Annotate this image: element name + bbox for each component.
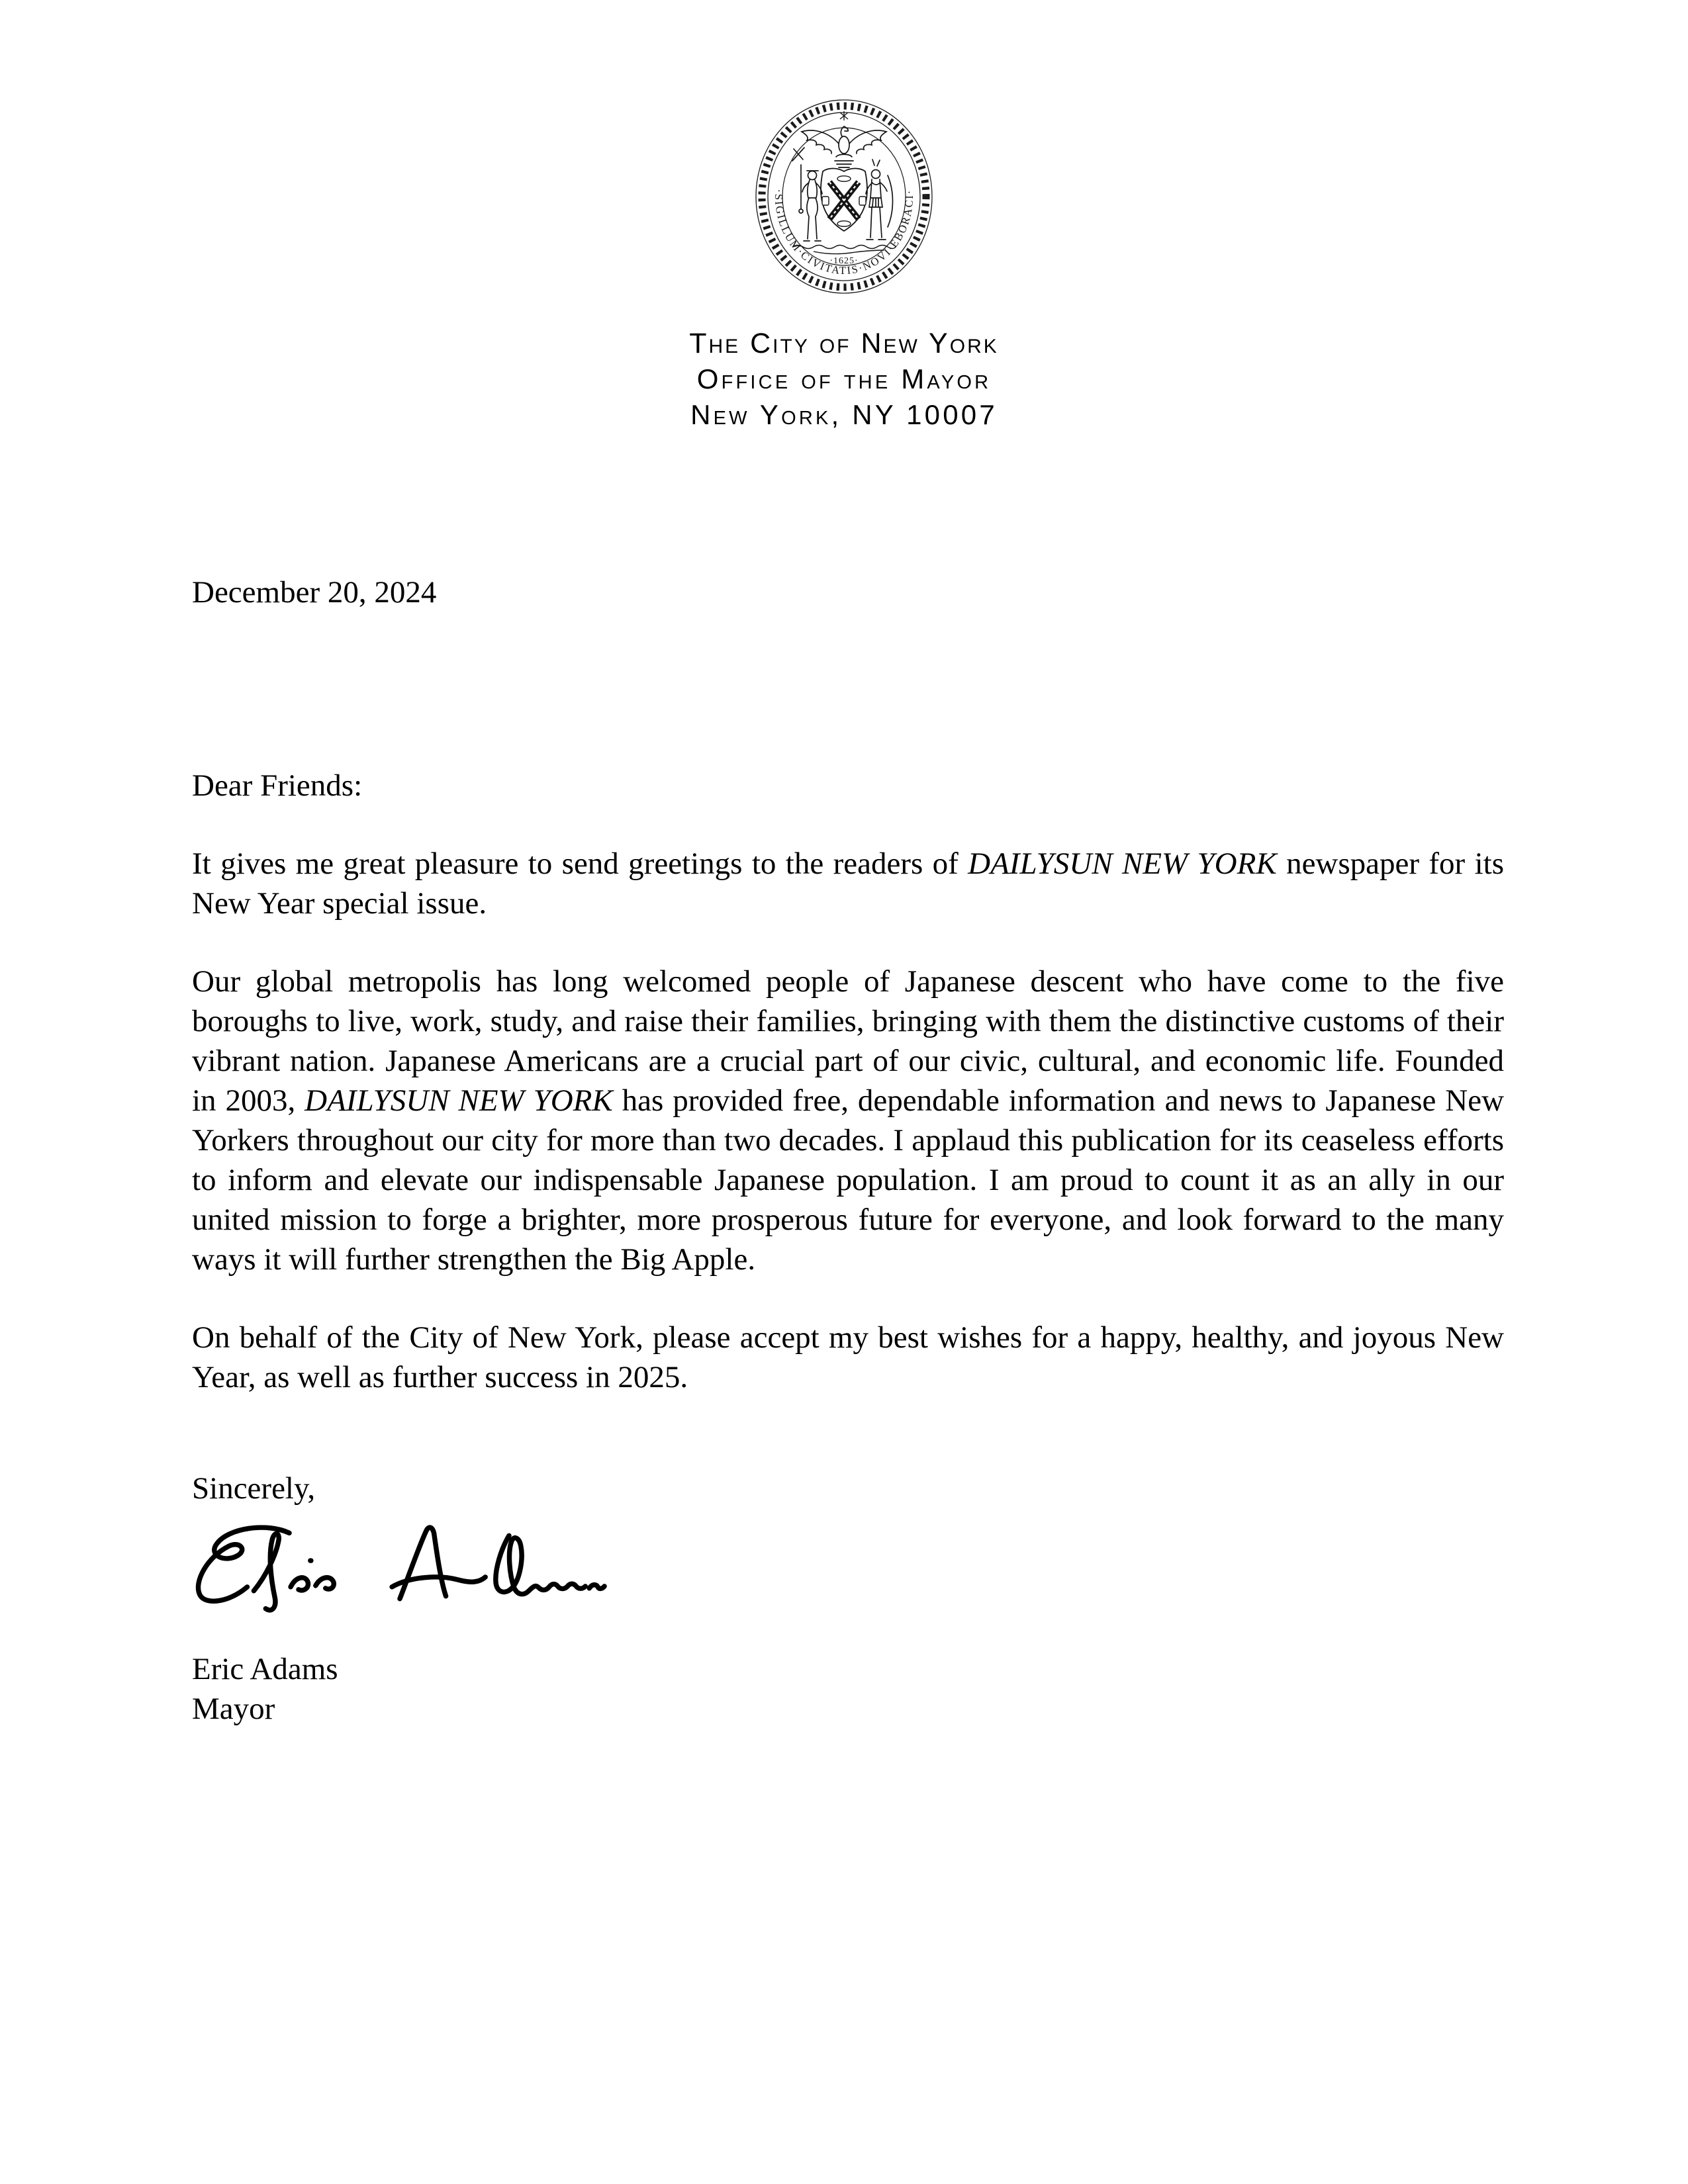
closing: Sincerely, bbox=[192, 1471, 316, 1506]
eric-adams-signature-icon bbox=[191, 1521, 612, 1615]
paragraph-3: On behalf of the City of New York, please accept my best wishes for a happy, healthy, and joyous New Year, as well as further success in 2025. bbox=[192, 1320, 1504, 1394]
letter-body bbox=[192, 766, 1504, 1508]
paragraph-2: Our global metropolis has long welcomed people of Japanese descent who have come to the five boroughs to live, work, study, and raise their families, bringing with them the distinctive customs of their vibrant nation. Japanese Americans are a crucial part of our civic, cultural, and economic life. Founded in 2003, DAILYSUN NEW YORK has provided free, dependable information and news to Japanese New Yorkers throughout our city for more than two decades. I applaud this publication for its ceaseless efforts to inform and elevate our indispensable Japanese population. I am proud to count it as an ally in our united mission to forge a brighter, more prosperous future for everyone, and look forward to the many ways it will further strengthen the Big Apple. bbox=[192, 964, 1505, 1277]
nyc-city-seal bbox=[754, 99, 934, 295]
letterhead-address: New York, NY 10007 bbox=[690, 399, 998, 430]
seal-year-text: ·1625· bbox=[829, 256, 859, 266]
nyc-city-seal-icon bbox=[754, 99, 934, 295]
salutation: Dear Friends: bbox=[192, 768, 363, 803]
sailor-figure-icon bbox=[792, 148, 822, 241]
windmill-shield-icon bbox=[821, 169, 867, 232]
publication-name-italic: DAILYSUN NEW YORK bbox=[968, 846, 1277, 881]
publication-name-italic: DAILYSUN NEW YORK bbox=[305, 1083, 613, 1118]
eagle-icon bbox=[802, 126, 886, 167]
signer-name: Eric Adams bbox=[192, 1652, 338, 1686]
letter-date: December 20, 2024 bbox=[192, 575, 437, 610]
signer-title: Mayor bbox=[192, 1692, 275, 1726]
letterhead-office-name: Office of the Mayor bbox=[696, 363, 992, 394]
signature bbox=[191, 1521, 612, 1615]
lenape-figure-icon bbox=[866, 159, 893, 240]
paragraph-1: It gives me great pleasure to send greetings to the readers of DAILYSUN NEW YORK newspaper for its New Year special issue. bbox=[192, 846, 1504, 921]
letterhead-org-name: The City of New York bbox=[689, 328, 999, 359]
letterhead bbox=[0, 326, 1688, 433]
seal-motto-text: ·SIGILLUM·CIVITATIS·NOVI·EBORACI· bbox=[772, 189, 916, 277]
signer-block bbox=[192, 1649, 338, 1729]
